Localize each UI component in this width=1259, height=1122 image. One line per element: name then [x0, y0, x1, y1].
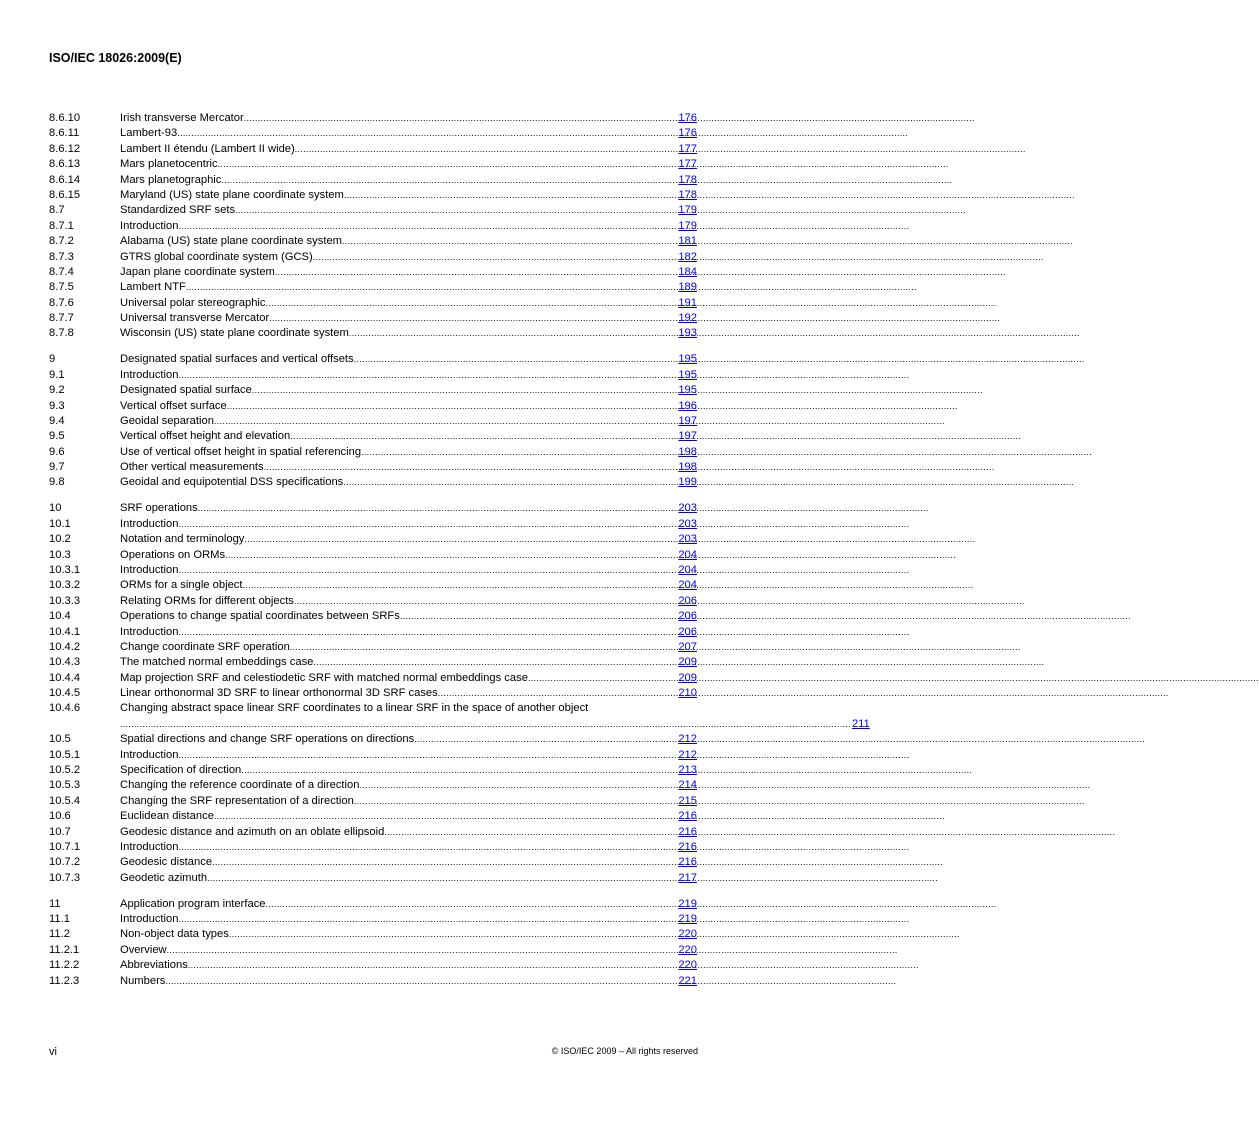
toc-leader-dots: [414, 732, 1145, 747]
toc-entry-number: 10.4.1: [49, 625, 81, 638]
toc-entry-title: Introduction: [120, 219, 179, 232]
toc-entry[interactable]: [49, 414, 697, 429]
toc-entry-title: Irish transverse Mercator: [120, 112, 244, 124]
toc-page-link[interactable]: 220: [678, 928, 697, 941]
toc-entry-title: Changing the SRF representation of a direction: [120, 794, 354, 807]
toc-page-link[interactable]: 181: [678, 235, 697, 248]
toc-leader-dots: [252, 383, 983, 398]
toc-entry[interactable]: [49, 897, 697, 912]
toc-entry-title: Geodesic distance: [120, 856, 213, 869]
toc-entry-title: Alabama (US) state plane coordinate system: [120, 235, 342, 248]
toc-page-link[interactable]: 197: [678, 430, 697, 443]
toc-leader-dots: [235, 203, 966, 218]
toc-entry-title: Introduction: [120, 563, 179, 576]
toc-entry-number: 8.7: [49, 204, 65, 217]
toc-entry-title: Abbreviations: [120, 959, 188, 972]
toc-page-link[interactable]: 209: [678, 656, 697, 669]
toc-entry[interactable]: [49, 475, 697, 490]
toc-entry-number: 10.7.2: [49, 856, 81, 869]
toc-page-link[interactable]: 221: [678, 974, 697, 987]
toc-entry[interactable]: [49, 943, 697, 958]
toc-page-link[interactable]: 195: [678, 368, 697, 381]
toc-page-link[interactable]: 182: [678, 250, 697, 263]
toc-entry-title: Linear orthonormal 3D SRF to linear orthonormal 3D SRF cases: [120, 687, 438, 700]
toc-entry-number: 10.7.1: [49, 840, 81, 853]
toc-entry[interactable]: [49, 532, 697, 547]
toc-entry-number: 8.7.1: [49, 219, 74, 232]
toc-leader-dots: [214, 809, 945, 824]
toc-page-link[interactable]: 217: [678, 871, 697, 884]
toc-page-link[interactable]: 198: [678, 445, 697, 458]
toc-entry[interactable]: [49, 732, 697, 747]
toc-entry[interactable]: [49, 203, 697, 218]
toc-entry[interactable]: [49, 296, 697, 311]
toc-entry-title: Wisconsin (US) state plane coordinate system: [120, 327, 349, 340]
toc-leader-dots: [342, 234, 1073, 249]
toc-page-link[interactable]: 197: [678, 414, 697, 427]
toc-leader-dots: [400, 609, 1131, 624]
toc-leader-dots: [186, 280, 917, 295]
toc-entry-number: 10: [49, 502, 62, 515]
toc-leader-dots: [266, 897, 997, 912]
toc-entry-number: 10.5.3: [49, 779, 81, 792]
toc-page-link[interactable]: 179: [678, 204, 697, 217]
toc-page-link[interactable]: 203: [678, 533, 697, 546]
toc-entry-number: 11.2.1: [49, 943, 80, 956]
toc-page-link[interactable]: 212: [678, 748, 697, 761]
toc-entry-number: 8.6.14: [49, 173, 81, 186]
toc-page-link[interactable]: 220: [678, 959, 697, 972]
toc-entry-title: Use of vertical offset height in spatial referencing: [120, 445, 362, 458]
toc-entry-title: SRF operations: [120, 502, 198, 515]
toc-leader-dots: [243, 578, 974, 593]
toc-entry[interactable]: [49, 840, 697, 855]
toc-entry[interactable]: [49, 429, 697, 444]
toc-entry[interactable]: [49, 126, 697, 141]
toc-entry-number: 9.1: [49, 368, 65, 381]
toc-entry[interactable]: [49, 825, 697, 840]
toc-entry[interactable]: [49, 460, 697, 475]
toc-entry-title: Geoidal and equipotential DSS specifications: [120, 476, 344, 489]
toc-entry-title: Geoidal separation: [120, 414, 214, 427]
toc-entry-title: Standardized SRF sets: [120, 204, 236, 217]
toc-leader-dots: [177, 126, 908, 141]
toc-entry[interactable]: [49, 368, 697, 383]
toc-leader-dots: [344, 188, 1075, 203]
toc-entry-number: 9.7: [49, 461, 65, 474]
footer-page-number: vi: [49, 1046, 57, 1058]
toc-entry-number: 10.5.1: [49, 748, 81, 761]
toc-page-link[interactable]: 216: [678, 856, 697, 869]
toc-page-link[interactable]: 211: [851, 717, 870, 730]
toc-entry[interactable]: [49, 265, 697, 280]
toc-page-link[interactable]: 204: [678, 563, 697, 576]
toc-entry[interactable]: [49, 701, 870, 732]
toc-page-link[interactable]: 212: [678, 733, 697, 746]
toc-page-link[interactable]: 189: [678, 281, 697, 294]
toc-entry[interactable]: [49, 609, 697, 624]
toc-entry-title: Universal polar stereographic: [120, 296, 266, 309]
toc-entry-number: 8.7.5: [49, 281, 74, 294]
toc-entry-number: 10.4.2: [49, 640, 81, 653]
toc-entry-title: The matched normal embeddings case: [120, 656, 314, 669]
toc-page-link[interactable]: 192: [678, 312, 697, 325]
toc-entry[interactable]: [49, 501, 697, 516]
toc-page-link[interactable]: 210: [678, 687, 697, 700]
toc-page-link[interactable]: 216: [678, 825, 697, 838]
toc-leader-dots: [218, 157, 949, 172]
toc-entry-title: Vertical offset surface: [120, 399, 227, 412]
toc-entry-title: Operations to change spatial coordinates between SRFs: [120, 610, 400, 623]
toc-leader-dots: [343, 475, 1074, 490]
toc-section-group: [49, 897, 697, 989]
toc-entry[interactable]: [49, 912, 697, 927]
toc-entry-number: 8.6.12: [49, 142, 81, 155]
toc-page-link[interactable]: 177: [678, 158, 697, 171]
toc-entry-number: 10.4.3: [49, 656, 81, 669]
toc-section-group: [49, 352, 697, 491]
toc-entry[interactable]: [49, 173, 697, 188]
toc-entry-title: Relating ORMs for different objects: [120, 594, 294, 607]
toc-entry-number: 8.6.11: [49, 127, 80, 140]
toc-entry-title: Japan plane coordinate system: [120, 265, 275, 278]
toc-entry[interactable]: [49, 655, 697, 670]
toc-leader-dots: [120, 717, 851, 732]
toc-entry-title: Universal transverse Mercator: [120, 312, 270, 325]
toc-page-link[interactable]: 216: [678, 840, 697, 853]
toc-entry[interactable]: [49, 563, 697, 578]
toc-entry-number: 11.2.2: [49, 959, 80, 972]
toc-entry[interactable]: [49, 157, 697, 172]
toc-entry-number: 9: [49, 353, 56, 366]
toc-entry-title: Euclidean distance: [120, 810, 214, 823]
toc-page-link[interactable]: 176: [678, 112, 697, 124]
toc-entry-title: Introduction: [120, 840, 179, 853]
toc-entry-title: Geodesic distance and azimuth on an oblate ellipsoid: [120, 825, 385, 838]
toc-entry[interactable]: [49, 686, 697, 701]
footer-copyright: © ISO/IEC 2009 – All rights reserved: [551, 1046, 698, 1056]
toc-entry-number: 10.3: [49, 548, 71, 561]
toc-page-link[interactable]: 206: [678, 610, 697, 623]
toc-entry-title: Application program interface: [120, 897, 266, 910]
toc-page-link[interactable]: 195: [678, 353, 697, 366]
toc-entry-number: 9.6: [49, 445, 65, 458]
toc-leader-dots: [361, 445, 1092, 460]
toc-entry-number: 10.4.5: [49, 687, 81, 700]
toc-entry[interactable]: [49, 445, 697, 460]
toc-entry-number: 10.7: [49, 825, 71, 838]
toc-leader-dots: [438, 686, 1169, 701]
toc-leader-dots: [214, 414, 945, 429]
toc-entry-number: 8.7.8: [49, 327, 74, 340]
toc-entry-number: 10.3.2: [49, 579, 81, 592]
toc-entry-number: 9.5: [49, 430, 65, 443]
toc-page-link[interactable]: 204: [678, 579, 697, 592]
toc-entry[interactable]: [49, 280, 697, 295]
toc-page-link[interactable]: 176: [678, 127, 697, 140]
toc-leader-dots: [212, 855, 943, 870]
toc-leader-dots: [269, 311, 1000, 326]
toc-entry-number: 10.5: [49, 733, 71, 746]
toc-entry-number: 10.4.4: [49, 671, 81, 684]
toc-leader-dots: [266, 296, 997, 311]
toc-entry-title: Change coordinate SRF operation: [120, 640, 290, 653]
toc-entry[interactable]: [49, 188, 697, 203]
toc-entry[interactable]: [49, 326, 697, 341]
toc-entry-title: Lambert-93: [120, 127, 178, 140]
toc-leader-dots: [349, 326, 1080, 341]
toc-entry[interactable]: [49, 311, 697, 326]
toc-entry[interactable]: [49, 352, 697, 367]
toc-entry[interactable]: [49, 671, 697, 686]
toc-leader-dots: [178, 368, 909, 383]
toc-entry[interactable]: [49, 974, 697, 989]
toc-leader-dots: [207, 871, 938, 886]
toc-entry-title: GTRS global coordinate system (GCS): [120, 250, 313, 263]
toc-entry-number: 10.3.1: [49, 563, 81, 576]
toc-page-link[interactable]: 184: [678, 265, 697, 278]
toc-entry-number: 11: [49, 897, 61, 910]
toc-entry-number: 9.4: [49, 414, 65, 427]
toc-entry[interactable]: [49, 748, 697, 763]
toc-entry[interactable]: [49, 594, 697, 609]
toc-entry[interactable]: [49, 625, 697, 640]
toc-entry-number: 9.3: [49, 399, 65, 412]
toc-entry-title: Spatial directions and change SRF operations on directions: [120, 733, 415, 746]
toc-page-link[interactable]: 199: [678, 476, 697, 489]
toc-leader-dots: [528, 671, 1259, 686]
toc-entry-number: 10.6: [49, 810, 71, 823]
toc-entry[interactable]: [49, 855, 697, 870]
toc-page-link[interactable]: 178: [678, 173, 697, 186]
toc-entry-number: 8.7.4: [49, 265, 74, 278]
toc-entry-title: Overview: [120, 943, 167, 956]
toc-page-link[interactable]: 193: [678, 327, 697, 340]
toc-entry-title: Numbers: [120, 974, 166, 987]
toc-leader-dots: [188, 958, 919, 973]
toc-leader-dots: [359, 778, 1090, 793]
toc-entry[interactable]: [49, 578, 697, 593]
toc-leader-dots: [244, 111, 975, 126]
toc-entry-number: 8.6.15: [49, 188, 81, 201]
toc-entry[interactable]: [49, 927, 697, 942]
toc-entry-number: 8.6.10: [49, 112, 81, 124]
toc-leader-dots: [244, 532, 975, 547]
toc-entry-number: 8.7.7: [49, 312, 74, 325]
toc-entry-title: Geodetic azimuth: [120, 871, 208, 884]
toc-entry-title: Introduction: [120, 625, 179, 638]
toc-entry-number: 10.5.2: [49, 764, 81, 777]
toc-page-link[interactable]: 178: [678, 188, 697, 201]
toc-entry-title: Designated spatial surfaces and vertical offsets: [120, 353, 354, 366]
toc-leader-dots: [167, 943, 898, 958]
toc-entry-title: Lambert NTF: [120, 281, 186, 294]
toc-entry-title: Vertical offset height and elevation: [120, 430, 291, 443]
toc-page-link[interactable]: 220: [678, 943, 697, 956]
toc-entry[interactable]: [49, 778, 697, 793]
toc-page-link[interactable]: 203: [678, 502, 697, 515]
toc-entry-number: 10.4: [49, 610, 71, 623]
toc-leader-dots: [178, 748, 909, 763]
toc-page-link[interactable]: 198: [678, 461, 697, 474]
toc-entry-number: 10.1: [49, 517, 71, 530]
toc-entry-number: 9.8: [49, 476, 65, 489]
toc-entry[interactable]: [49, 399, 697, 414]
toc-entry-number: 10.4.6: [49, 702, 81, 715]
toc-page-link[interactable]: 177: [678, 142, 697, 155]
toc-leader-dots: [294, 594, 1025, 609]
toc-leader-dots: [229, 927, 960, 942]
toc-entry-title: Introduction: [120, 517, 179, 530]
toc-entry-number: 10.3.3: [49, 594, 81, 607]
toc-page-link[interactable]: 191: [678, 296, 697, 309]
toc-page-link[interactable]: 206: [678, 594, 697, 607]
toc-page-link[interactable]: 204: [678, 548, 697, 561]
toc-leader-dots: [241, 763, 972, 778]
toc-entry-title: Introduction: [120, 913, 179, 926]
table-of-contents: [49, 111, 870, 999]
toc-leader-dots: [178, 517, 909, 532]
toc-entry[interactable]: [49, 111, 697, 126]
toc-entry-title: Lambert II étendu (Lambert II wide): [120, 142, 295, 155]
toc-leader-dots: [384, 825, 1115, 840]
toc-page-link[interactable]: 196: [678, 399, 697, 412]
toc-leader-dots: [295, 142, 1026, 157]
toc-entry[interactable]: [49, 142, 697, 157]
toc-leader-dots: [290, 429, 1021, 444]
toc-entry-title: Other vertical measurements: [120, 461, 264, 474]
toc-entry[interactable]: [49, 640, 697, 655]
toc-page-link[interactable]: 195: [678, 384, 697, 397]
toc-leader-dots: [225, 548, 956, 563]
toc-entry-title: Designated spatial surface: [120, 384, 252, 397]
toc-leader-dots: [290, 640, 1021, 655]
toc-leader-dots: [198, 501, 929, 516]
toc-leader-dots: [264, 460, 995, 475]
toc-page-link[interactable]: 209: [678, 671, 697, 684]
toc-leader-dots: [178, 563, 909, 578]
toc-entry-number: 11.1: [49, 913, 70, 926]
toc-leader-dots: [354, 352, 1085, 367]
toc-page-link[interactable]: 215: [678, 794, 697, 807]
toc-entry-number: 8.7.2: [49, 235, 74, 248]
toc-leader-dots: [178, 912, 909, 927]
toc-leader-dots: [354, 794, 1085, 809]
toc-page-link[interactable]: 203: [678, 517, 697, 530]
toc-section-group: [49, 501, 870, 886]
toc-page-link[interactable]: 214: [678, 779, 697, 792]
toc-entry-number: 8.7.6: [49, 296, 74, 309]
toc-entry-number: 8.6.13: [49, 158, 81, 171]
toc-entry-title: Mars planetographic: [120, 173, 222, 186]
toc-entry[interactable]: [49, 763, 697, 778]
toc-entry-title: ORMs for a single object: [120, 579, 243, 592]
toc-entry[interactable]: [49, 794, 697, 809]
toc-entry-number: 11.2: [49, 928, 70, 941]
toc-entry[interactable]: [49, 548, 697, 563]
toc-entry-title: Mars planetocentric: [120, 158, 218, 171]
toc-entry-title: Changing abstract space linear SRF coordinates to a linear SRF in the space of another object: [120, 702, 589, 715]
toc-leader-dots: [165, 974, 896, 989]
toc-entry[interactable]: [49, 383, 697, 398]
toc-entry[interactable]: [49, 250, 697, 265]
toc-entry-number: 10.7.3: [49, 871, 81, 884]
toc-entry[interactable]: [49, 517, 697, 532]
toc-entry-title: Map projection SRF and celestiodetic SRF with matched normal embeddings case: [120, 671, 528, 684]
toc-page-link[interactable]: 219: [678, 897, 697, 910]
toc-section-group: [49, 111, 697, 342]
toc-entry-number: 9.2: [49, 384, 65, 397]
toc-page-link[interactable]: 213: [678, 764, 697, 777]
toc-entry-number: 10.2: [49, 533, 71, 546]
toc-entry[interactable]: [49, 234, 697, 249]
toc-entry[interactable]: [49, 958, 697, 973]
toc-entry-title: Notation and terminology: [120, 533, 245, 546]
toc-leader-dots: [178, 219, 909, 234]
toc-page-link[interactable]: 219: [678, 913, 697, 926]
toc-entry[interactable]: [49, 219, 697, 234]
toc-entry-number: 8.7.3: [49, 250, 74, 263]
toc-leader-dots: [227, 399, 958, 414]
toc-page-link[interactable]: 207: [678, 640, 697, 653]
toc-entry-title: Introduction: [120, 748, 179, 761]
toc-page-link[interactable]: 206: [678, 625, 697, 638]
toc-entry-number: 10.5.4: [49, 794, 81, 807]
toc-entry-title: Maryland (US) state plane coordinate system: [120, 188, 344, 201]
document-header: ISO/IEC 18026:2009(E): [49, 51, 182, 65]
toc-leader-dots: [178, 840, 909, 855]
toc-page-link[interactable]: 179: [678, 219, 697, 232]
toc-entry-title: Non-object data types: [120, 928, 229, 941]
toc-leader-dots: [275, 265, 1006, 280]
toc-entry-title: Introduction: [120, 368, 179, 381]
toc-entry[interactable]: [49, 809, 697, 824]
toc-entry[interactable]: [49, 871, 697, 886]
toc-leader-dots: [221, 173, 952, 188]
toc-page-link[interactable]: 216: [678, 810, 697, 823]
toc-entry-title: Operations on ORMs: [120, 548, 226, 561]
toc-entry-title: Changing the reference coordinate of a direction: [120, 779, 360, 792]
toc-entry-title: Specification of direction: [120, 764, 242, 777]
toc-leader-dots: [178, 625, 909, 640]
toc-entry-number: 11.2.3: [49, 974, 80, 987]
